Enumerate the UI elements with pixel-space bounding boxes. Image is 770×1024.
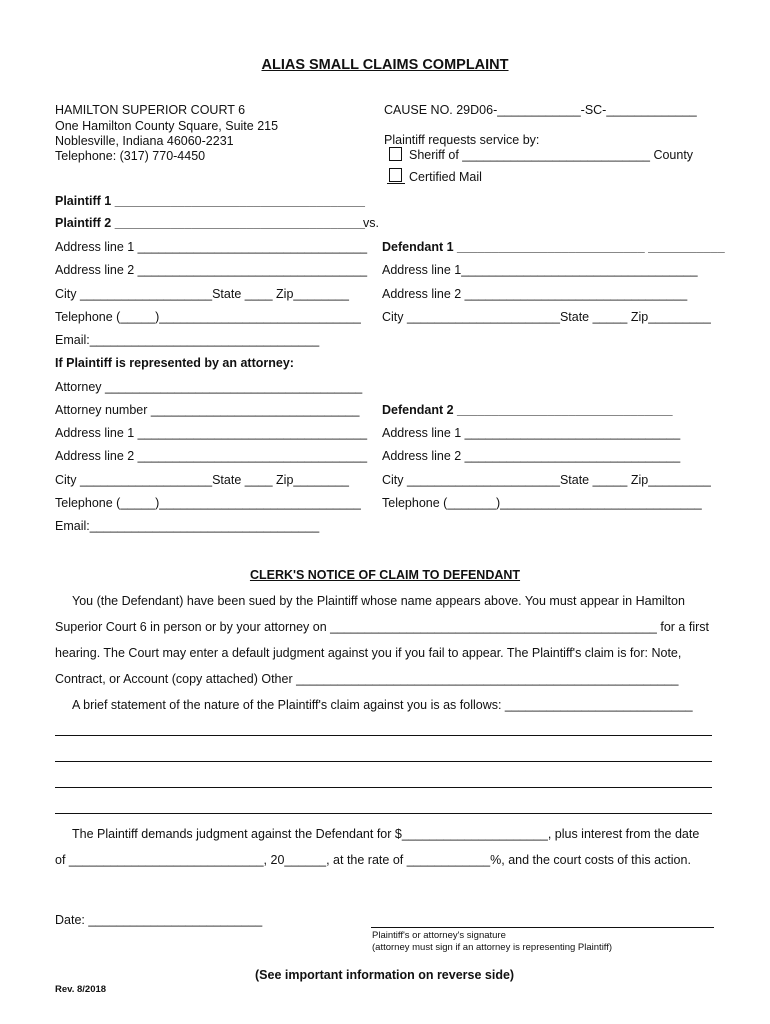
defendant-1-text: Defendant 1 ___________________________ ___________ [382, 240, 725, 254]
plaintiff-1-field[interactable] [55, 194, 365, 208]
court-name: HAMILTON SUPERIOR COURT 6 [55, 103, 246, 117]
attorney-section-heading: If Plaintiff is represented by an attorney: [55, 356, 294, 370]
certified-mail-checkbox[interactable] [389, 168, 402, 182]
attorney-email-field[interactable]: Email:_________________________________ [55, 519, 320, 533]
defendant-2-telephone-field[interactable]: Telephone (_______)_____________________________ [382, 496, 702, 510]
sheriff-checkbox[interactable] [389, 147, 402, 161]
claim-statement-line[interactable] [55, 761, 712, 762]
checkbox-underline [387, 183, 405, 184]
court-address-1: One Hamilton County Square, Suite 215 [55, 119, 279, 133]
claim-statement-line[interactable] [55, 735, 712, 736]
notice-line-1: You (the Defendant) have been sued by the Plaintiff whose name appears above. You must appear in Hamilton [72, 594, 685, 608]
defendant-1-field[interactable] [382, 240, 725, 254]
hearing-date-field[interactable]: Superior Court 6 in person or by your attorney on _______________________________________________ for a first [55, 620, 709, 634]
form-title: ALIAS SMALL CLAIMS COMPLAINT [261, 57, 509, 73]
signature-caption: Plaintiff's or attorney's signature [372, 930, 506, 941]
attorney-telephone-field[interactable]: Telephone (_____)_____________________________ [55, 496, 361, 510]
attorney-number-field[interactable]: Attorney number ______________________________ [55, 403, 360, 417]
signature-line[interactable] [371, 927, 714, 928]
plaintiff-email-field[interactable]: Email:_________________________________ [55, 333, 320, 347]
notice-heading: CLERK'S NOTICE OF CLAIM TO DEFENDANT [249, 568, 521, 582]
plaintiff-address-1-field[interactable]: Address line 1 _________________________________ [55, 240, 368, 254]
defendant-2-address-2-field[interactable]: Address line 2 _______________________________ [382, 449, 681, 463]
defendant-2-city-state-zip-field[interactable]: City ______________________State _____ Zip_________ [382, 473, 711, 487]
interest-date-rate-field[interactable]: of ____________________________, 20______, at the rate of ____________%, and the court costs of this action. [55, 853, 691, 867]
plaintiff-2-text: Plaintiff 2 ____________________________________ [55, 216, 365, 230]
signature-note: (attorney must sign if an attorney is representing Plaintiff) [372, 942, 613, 953]
defendant-1-city-state-zip-field[interactable]: City ______________________State _____ Zip_________ [382, 310, 711, 324]
defendant-2-field[interactable] [382, 403, 673, 417]
plaintiff-2-field[interactable] [55, 216, 365, 230]
attorney-city-state-zip-field[interactable]: City ___________________State ____ Zip________ [55, 473, 350, 487]
court-address-2: Noblesville, Indiana 46060-2231 [55, 134, 234, 148]
plaintiff-telephone-field[interactable]: Telephone (_____)_____________________________ [55, 310, 361, 324]
attorney-address-2-field[interactable]: Address line 2 _________________________________ [55, 449, 368, 463]
versus-label: vs. [363, 216, 379, 230]
defendant-2-text: Defendant 2 _______________________________ [382, 403, 673, 417]
defendant-1-address-1-field[interactable]: Address line 1__________________________________ [382, 263, 698, 277]
sheriff-county-field[interactable]: Sheriff of ___________________________ County [409, 148, 694, 162]
claim-type-other-field[interactable]: Contract, or Account (copy attached) Other _______________________________________________________ [55, 672, 679, 686]
claim-statement-field[interactable]: A brief statement of the nature of the Plaintiff's claim against you is as follows: ___________________________ [72, 698, 693, 712]
revision-label: Rev. 8/2018 [55, 984, 107, 995]
reverse-side-note: (See important information on reverse side) [255, 968, 515, 982]
date-field[interactable]: Date: _________________________ [55, 913, 263, 927]
plaintiff-address-2-field[interactable]: Address line 2 _________________________________ [55, 263, 368, 277]
defendant-2-address-1-field[interactable]: Address line 1 _______________________________ [382, 426, 681, 440]
demand-amount-field[interactable]: The Plaintiff demands judgment against the Defendant for $_____________________, plus interest from the date [72, 827, 700, 841]
attorney-name-field[interactable]: Attorney _____________________________________ [55, 380, 363, 394]
service-label: Plaintiff requests service by: [384, 133, 540, 147]
defendant-1-address-2-field[interactable]: Address line 2 ________________________________ [382, 287, 688, 301]
claim-statement-line[interactable] [55, 813, 712, 814]
attorney-address-1-field[interactable]: Address line 1 _________________________________ [55, 426, 368, 440]
claim-statement-line[interactable] [55, 787, 712, 788]
certified-mail-label: Certified Mail [409, 170, 482, 184]
cause-number-field[interactable]: CAUSE NO. 29D06-____________-SC-_____________ [384, 103, 697, 117]
court-phone: Telephone: (317) 770-4450 [55, 149, 206, 163]
plaintiff-1-text: Plaintiff 1 ____________________________________ [55, 194, 365, 208]
notice-line-3: hearing. The Court may enter a default judgment against you if you fail to appear. The Plaintiff's claim is for: Note, [55, 646, 682, 660]
plaintiff-city-state-zip-field[interactable]: City ___________________State ____ Zip________ [55, 287, 350, 301]
